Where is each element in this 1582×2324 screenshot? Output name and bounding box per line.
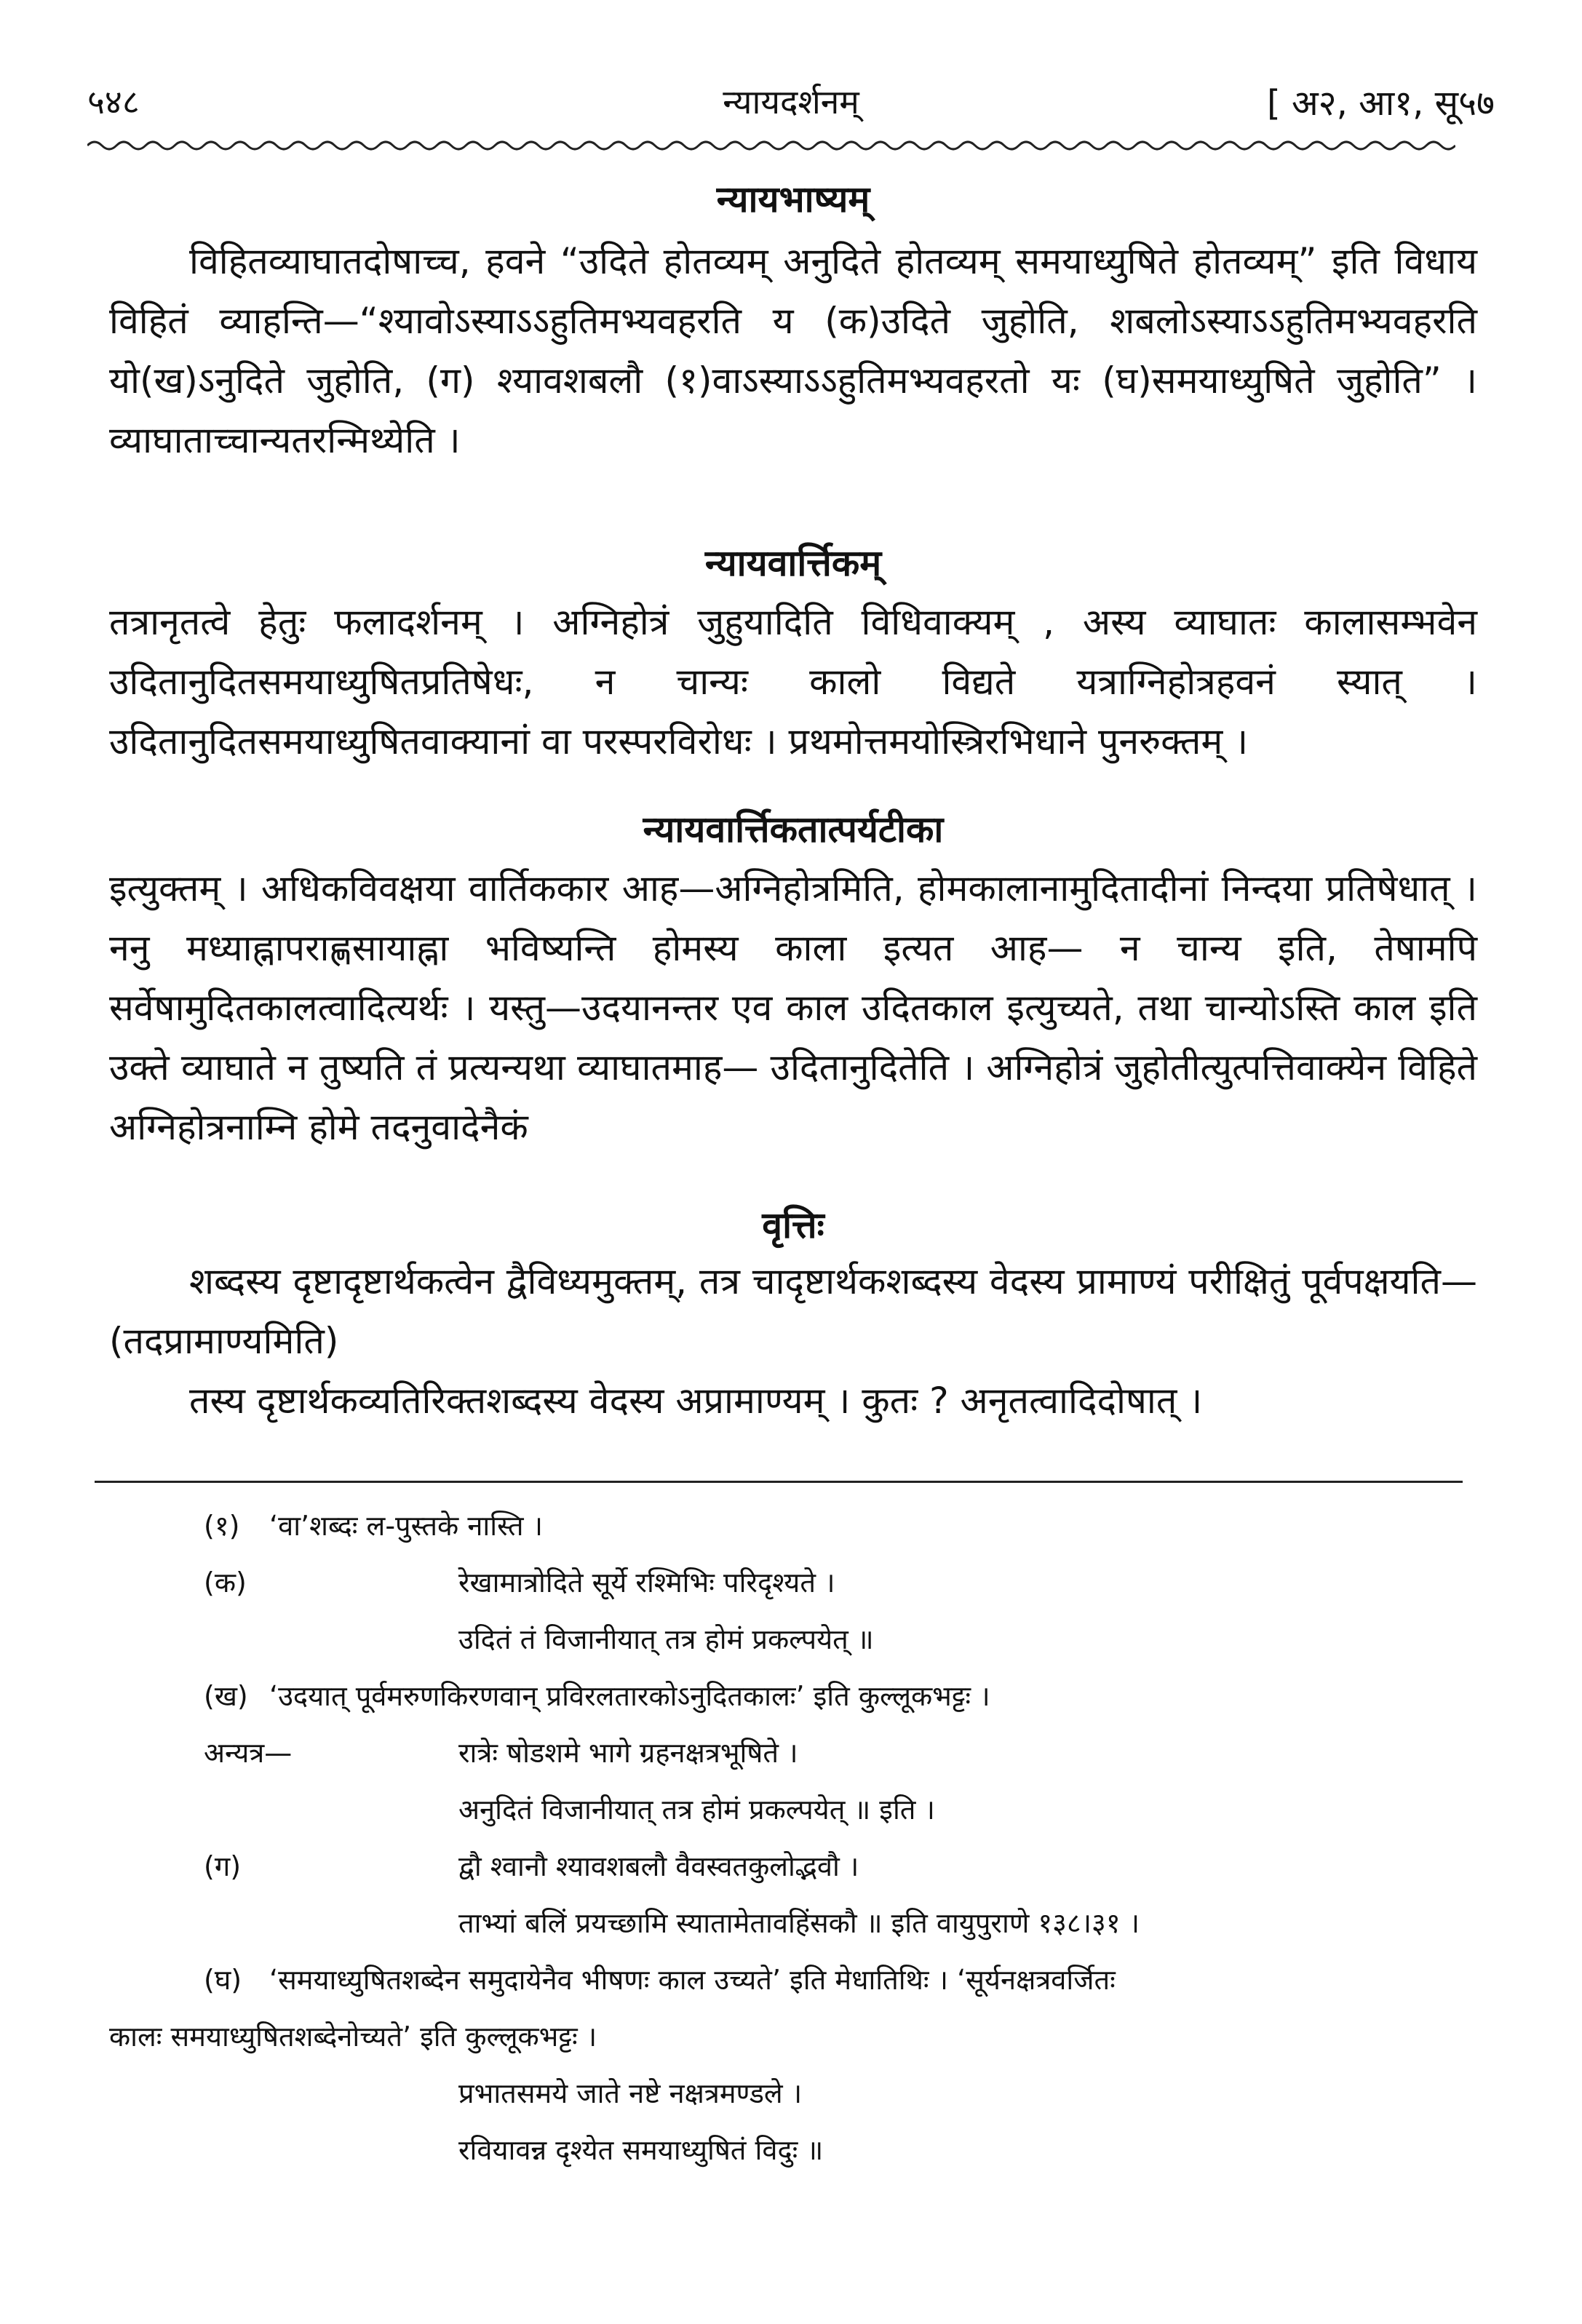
footnote-text: द्वौ श्वानौ श्यावशबलौ वैवस्वतकुलोद्भवौ । <box>458 1850 859 1882</box>
vritti-section <box>109 1199 1477 1430</box>
footnote-line <box>95 1960 1477 2004</box>
footnote-mark: (घ) <box>204 1964 242 1996</box>
footnote-mark: (ख) <box>204 1680 248 1712</box>
footnote-line <box>95 2017 1477 2061</box>
footnote-line <box>95 1676 1477 1720</box>
footnote-text: ‘समयाध्युषितशब्देन समुदायेनैव भीषणः काल उच्यते’ इति मेधातिथिः । ‘सूर्यनक्षत्रवर्जितः <box>269 1964 1116 1996</box>
footnote-text: कालः समयाध्युषितशब्देनोच्यते’ इति कुल्लूकभट्टः । <box>109 2021 597 2053</box>
chapter-reference: [ अ२, आ१, सू५७ <box>1266 83 1495 124</box>
tatparya-heading: न्यायवार्त्तिकतात्पर्यटीका <box>643 808 944 851</box>
footnote-text: ताभ्यां बलिं प्रयच्छामि स्यातामेतावहिंसकौ ॥ इति वायुपुराणे १३८।३१ । <box>458 1907 1140 1939</box>
running-title: न्यायदर्शनम् <box>723 82 859 122</box>
vritti-heading: वृत्तिः <box>762 1204 824 1246</box>
footnote-line <box>95 1847 1477 1890</box>
vritti-para-1: शब्दस्य दृष्टादृष्टार्थकत्वेन द्वैविध्यमुक्तम्, तत्र चादृष्टार्थकशब्दस्य वेदस्य प्रामाण्यं परीक्षितुं पूर्वपक्षयति—(तदप्रामाण्यमिति) <box>109 1260 1477 1362</box>
footnote-text: रेखामात्रोदिते सूर्ये रश्मिभिः परिदृश्यते । <box>458 1567 835 1599</box>
bhashya-section <box>109 173 1477 470</box>
footnote-text: रात्रेः षोडशमे भागे ग्रहनक्षत्रभूषिते । <box>458 1737 798 1769</box>
bhashya-heading: न्यायभाष्यम् <box>716 178 870 220</box>
header-wavy-rule <box>87 131 1455 160</box>
footnote-text: उदितं तं विजानीयात् तत्र होमं प्रकल्पयेत् ॥ <box>458 1623 874 1655</box>
footnote-text: अनुदितं विजानीयात् तत्र होमं प्रकल्पयेत् ॥ इति । <box>458 1794 935 1826</box>
footnote-line <box>95 1563 1477 1607</box>
vartika-section <box>109 537 1477 771</box>
vritti-para-2: तस्य दृष्टार्थकव्यतिरिक्तशब्दस्य वेदस्य अप्रामाण्यम् । कुतः ? अनृतत्वादिदोषात् । <box>189 1380 1203 1422</box>
footnote-line <box>95 1733 1477 1777</box>
bhashya-text: विहितव्याघातदोषाच्च, हवने “उदिते होतव्यम् अनुदिते होतव्यम् समयाध्युषिते होतव्यम्” इति विधाय विहितं व्याहन्ति—“श्यावोऽस्याऽऽहुतिमभ्यवहरति य (क)उदिते जुहोति, शबलोऽस्याऽऽहुतिमभ्यवहरति यो(ख)ऽनुदिते जुहोति, (ग) श्यावशबलौ (१)वाऽस्याऽऽहुतिमभ्यवहरतो यः (घ)समयाध्युषिते जुहोति” । व्याघाताच्चान्यतरन्मिथ्येति । <box>109 240 1477 461</box>
footnote-text: ‘वा’शब्दः ल-पुस्तके नास्ति । <box>269 1510 544 1542</box>
tatparya-section <box>109 803 1477 1157</box>
footnotes <box>95 1506 1477 2307</box>
footnote-mark: (क) <box>204 1567 247 1599</box>
page-number: ५४८ <box>87 82 140 122</box>
footnote-text: प्रभातसमये जाते नष्टे नक्षत्रमण्डले । <box>458 2077 803 2109</box>
footnote-line <box>95 2074 1477 2117</box>
footnote-text: ‘उदयात् पूर्वमरुणकिरणवान् प्रविरलतारकोऽनुदितकालः’ इति कुल्लूकभट्टः । <box>269 1680 990 1712</box>
tatparya-text: इत्युक्तम् । अधिकविवक्षया वार्तिककार आह—अग्निहोत्रमिति, होमकालानामुदितादीनां निन्दया प्रतिषेधात् । ननु मध्याह्नापराह्णसायाह्ना भविष्यन्ति होमस्य काला इत्यत आह— न चान्य इति, तेषामपि सर्वेषामुदितकालत्वादित्यर्थः । यस्तु—उदयानन्तर एव काल उदितकाल इत्युच्यते, तथा चान्योऽस्ति काल इति उक्ते व्याघाते न तुष्यति तं प्रत्यन्यथा व्याघातमाह— उदितानुदितेति । अग्निहोत्रं जुहोतीत्युत्पत्तिवाक्येन विहिते अग्निहोत्रनाम्नि होमे तदनुवादेनैकं <box>109 867 1477 1148</box>
vartika-heading: न्यायवार्त्तिकम् <box>704 542 882 584</box>
footnote-mark: (१) <box>204 1510 240 1542</box>
footnote-line <box>95 1620 1477 1663</box>
footnote-line <box>95 1790 1477 1834</box>
page-header <box>87 79 1495 130</box>
footnote-line <box>95 1506 1477 1550</box>
footnote-mark: (ग) <box>204 1850 242 1882</box>
footnote-text: रवियावन्न दृश्येत समयाध्युषितं विदुः ॥ <box>458 2134 824 2166</box>
footnote-line <box>95 2130 1477 2174</box>
footnote-line <box>95 1903 1477 1947</box>
vartika-text: तत्रानृतत्वे हेतुः फलादर्शनम् । अग्निहोत्रं जुहुयादिति विधिवाक्यम् , अस्य व्याघातः कालासम्भवेन उदितानुदितसमयाध्युषितप्रतिषेधः, न चान्यः कालो विद्यते यत्राग्निहोत्रहवनं स्यात् । उदितानुदितसमयाध्युषितवाक्यानां वा परस्परविरोधः । प्रथमोत्तमयोस्त्रिरभिधाने पुनरुक्तम् । <box>109 601 1477 763</box>
footnote-separator <box>95 1481 1463 1483</box>
footnote-mark: अन्यत्र— <box>204 1737 293 1769</box>
